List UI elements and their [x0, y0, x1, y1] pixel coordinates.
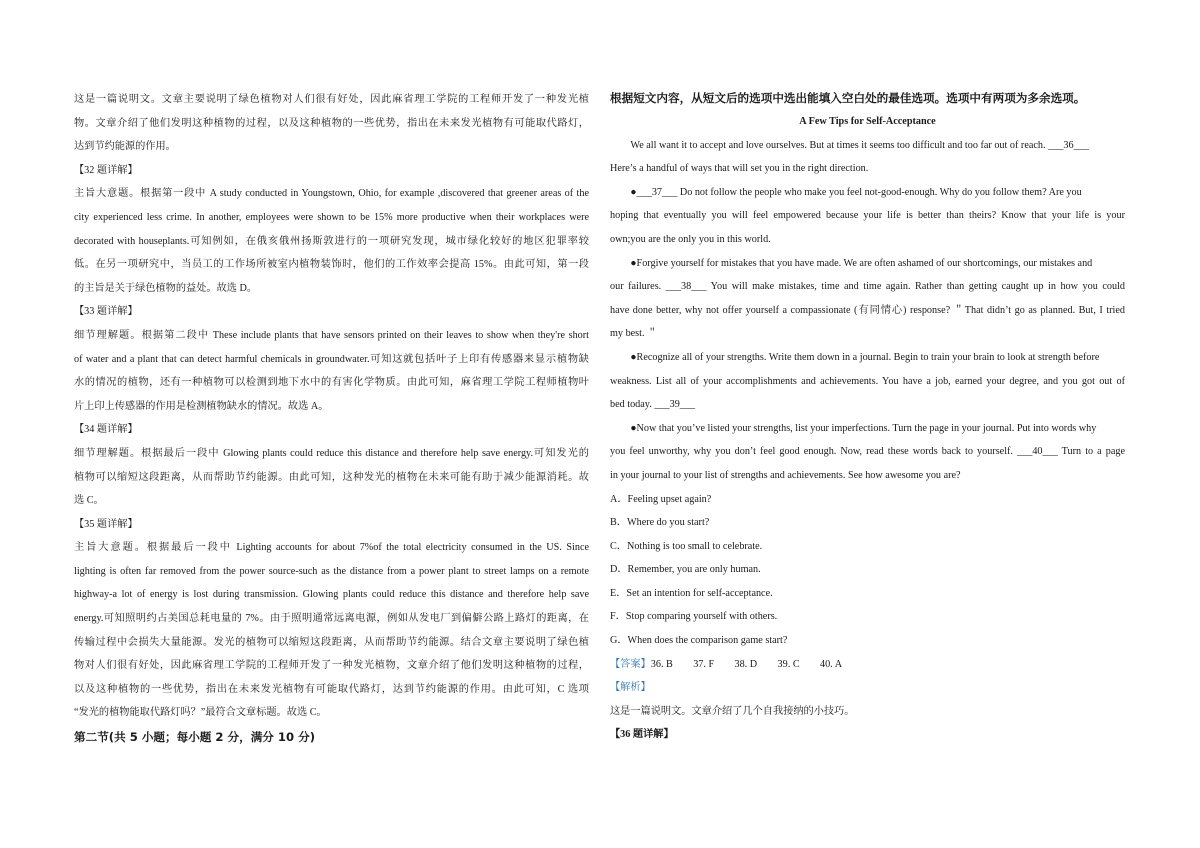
text-line: [610, 393, 1125, 417]
text-line: have done better, why not offer yourself a compassionate (有同情心) response? ＂That didn’t go as planned. But, I tried: [610, 304, 1125, 316]
text-line: 物对人们很有好处，因此麻省理工学院的工程师开发了一种发光植物，文章介绍了他们发明这种植物的过程，: [74, 660, 589, 672]
text-line: 传输过程中会损失大量能源。发光的植物可以缩短这段距离，从而帮助节约能源。结合文章主要说明了绿色植: [74, 636, 589, 648]
paragraph-3: ●Forgive yourself for mistakes that you have made. We are often ashamed of our shortcomings, our mistakes and: [630, 257, 1093, 269]
text-line: highway-a lot of energy is lost during transmission. Glowing plants could reduce this distance and therefore help save: [74, 589, 589, 601]
text-line: hoping that eventually you will feel empowered because your life is better than theirs? Know that your life is your: [610, 210, 1125, 222]
text-span: our failures.: [610, 281, 666, 293]
option-b: B．Where do you start?: [610, 517, 710, 529]
blank-39: ___39___: [654, 399, 696, 411]
text-line: weakness. List all of your accomplishments and achievements. You have a job, earned your degree, and you got out of: [610, 375, 1125, 387]
question-34-heading: 【34 题详解】: [74, 424, 138, 436]
text-line: lighting is often far removed from the power source-such as the distance from a power plant to street lamps on a remote: [74, 565, 589, 577]
text-line: decorated with houseplants.可知例如，在俄亥俄州扬斯敦进行的一项研究发现，城市绿化较好的地区犯罪率较: [74, 235, 589, 247]
answer-values: 36. B 37. F 38. D 39. C 40. A: [650, 658, 843, 670]
text-line: 细节理解题。根据第二段中 These include plants that have sensors printed on their leaves to show when they're short: [74, 329, 589, 341]
analysis-label: 【解析】: [610, 682, 651, 694]
left-column: [74, 88, 589, 749]
text-line: 物。文章介绍了他们发明这种植物的过程，以及这种植物的一些优势，指出在未来发光植物有可能取代路灯，: [74, 117, 589, 129]
section-heading: 第二节(共 5 小题；每小题 2 分，满分 10 分): [74, 730, 315, 745]
text-line: in your journal to your list of strengths and achievements. See how awesome you are?: [610, 469, 961, 481]
paragraph-5: ●Now that you’ve listed your strengths, list your imperfections. Turn the page in your journal. Put into words why: [630, 422, 1097, 434]
text-line: 主旨大意题。根据第一段中 A study conducted in Youngstown, Ohio, for example ,discovered that greener areas of the: [74, 188, 589, 200]
text-span: bed today.: [610, 399, 655, 411]
bullet: ●: [630, 186, 637, 198]
text-line: 细节理解题。根据最后一段中 Glowing plants could reduce this distance and therefore help save energy.可知发光的: [74, 447, 589, 459]
option-f: F．Stop comparing yourself with others.: [610, 611, 778, 623]
blank-36: ___36___: [1048, 139, 1089, 151]
text-span: Turn to a page: [1057, 446, 1126, 458]
text-line: 低。在另一项研究中，当员工的工作场所被室内植物装饰时，他们的工作效率会提高 15%。由此可知，第一段: [74, 259, 589, 271]
text-line: 水的情况的植物，还有一种植物可以检测到地下水中的有害化学物质。由此可知，麻省理工学院工程师植物叶: [74, 377, 589, 389]
text-line: of water and a plant that can detect harmful chemicals in groundwater.可知这就包括叶子上印有传感器来显示植物缺: [74, 353, 589, 365]
paragraph-1: [610, 134, 1125, 158]
blank-37: ___37___: [636, 186, 678, 198]
text-line: 片上印上传感器的作用是检测植物缺水的情况。故选 A。: [74, 400, 329, 412]
text-line: 的主旨是关于绿色植物的益处。故选 D。: [74, 282, 258, 294]
answer-line: [610, 653, 1125, 677]
text-line: Here’s a handful of ways that will set you in the right direction.: [610, 163, 869, 175]
text-line: 植物可以缩短这段距离，从而帮助节约能源。由此可知，这种发光的植物在未来可能有助于减少能源消耗。故: [74, 471, 589, 483]
text-span: you feel unworthy, why you don’t feel good enough. Now, read these words back to yourself.: [610, 446, 1018, 458]
blank-38: ___38___: [665, 281, 707, 293]
option-a: A．Feeling upset again?: [610, 493, 712, 505]
text-span: Do not follow the people who make you feel not-good-enough. Why do you follow them? Are you: [677, 186, 1082, 198]
instruction-heading: 根据短文内容，从短文后的选项中选出能填入空白处的最佳选项。选项中有两项为多余选项。: [610, 91, 1086, 105]
text-span: We all want it to accept and love ourselves. But at times it seems too difficult and too far out of reach.: [630, 139, 1049, 151]
text-line: 选 C。: [74, 495, 104, 507]
text-line: “发光的植物能取代路灯吗？”最符合文章标题。故选 C。: [74, 707, 327, 719]
blank-40: ___40___: [1017, 446, 1058, 458]
paragraph-4: ●Recognize all of your strengths. Write them down in a journal. Begin to train your brain to look at strength before: [630, 351, 1100, 363]
text-line: [610, 275, 1125, 299]
option-e: E．Set an intention for self-acceptance.: [610, 587, 773, 599]
answer-label: 【答案】: [610, 658, 651, 670]
text-span: You will make mistakes, time and time again. Rather than getting caught up in how you could: [706, 281, 1125, 293]
option-c: C．Nothing is too small to celebrate.: [610, 540, 763, 552]
right-column: [610, 88, 1125, 747]
text-line: 主旨大意题。根据最后一段中 Lighting accounts for about 7%of the total electricity consumed in the US. Since: [74, 542, 589, 554]
text-line: 达到节约能源的作用。: [74, 141, 176, 153]
question-33-heading: 【33 题详解】: [74, 306, 138, 318]
question-35-heading: 【35 题详解】: [74, 518, 138, 530]
option-g: G．When does the comparison game start?: [610, 635, 788, 647]
text-line: my best. ＂: [610, 328, 658, 340]
text-line: 这是一篇说明文。文章主要说明了绿色植物对人们很有好处，因此麻省理工学院的工程师开发了一种发光植: [74, 94, 589, 105]
text-line: 以及这种植物的一些优势，指出在未来发光植物有可能取代路灯，达到节约能源的作用。由此可知，C 选项: [74, 683, 589, 695]
text-line: own;you are the only you in this world.: [610, 233, 771, 245]
option-d: D．Remember, you are only human.: [610, 564, 761, 576]
text-line: city experienced less crime. In another, employees were shown to be 15% more productive when their workplaces were: [74, 211, 589, 223]
paragraph-2: [610, 181, 1125, 205]
text-line: [610, 440, 1125, 464]
passage-title: A Few Tips for Self-Acceptance: [799, 116, 936, 127]
question-36-heading: 【36 题详解】: [610, 729, 674, 741]
text-line: energy.可知照明约占美国总耗电量的 7%。由于照明通常远离电源，例如从发电厂到偏僻公路上路灯的距离，在: [74, 613, 589, 625]
analysis-text: 这是一篇说明文。文章介绍了几个自我接纳的小技巧。: [610, 705, 855, 717]
question-32-heading: 【32 题详解】: [74, 164, 138, 176]
